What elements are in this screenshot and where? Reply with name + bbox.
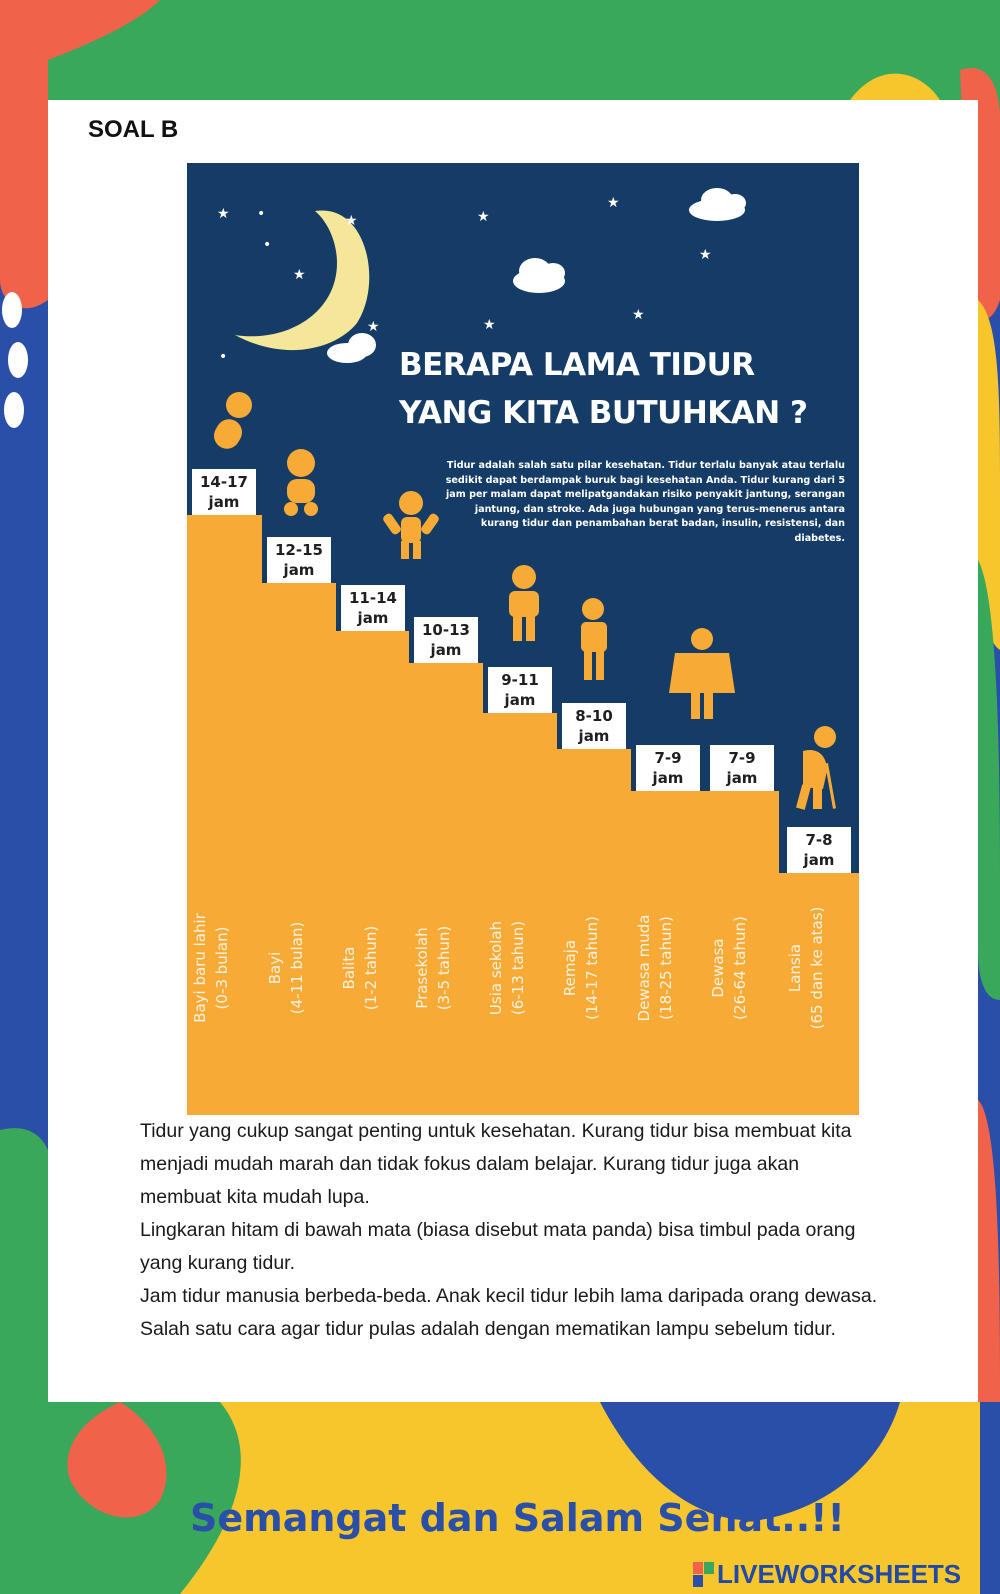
group-age: (14-17 tahun) [583,916,601,1020]
elderly-icon [796,726,836,810]
group-name: Prasekolah [413,927,431,1009]
body-line: menjadi mudah marah dan tidak fokus dalam belajar. Kurang tidur juga akan [140,1153,800,1175]
svg-text:★: ★ [607,195,620,211]
title-line-1: BERAPA LAMA TIDUR [399,347,755,383]
infographic-title [399,341,859,437]
group-name: Bayi [266,951,284,985]
svg-text:★: ★ [477,209,490,225]
group-age: (4-11 bulan) [288,921,306,1015]
hours-unit: jam [430,641,462,659]
hours-label-1 [192,469,256,515]
age-group-5 [485,888,555,1048]
age-group-7 [633,888,703,1048]
group-age: (18-25 tahun) [657,916,675,1020]
hours-value: 8-10 [575,707,613,725]
baby-newborn-icon [209,392,252,453]
toddler-icon [382,491,441,559]
svg-text:★: ★ [345,213,358,229]
hours-label-5 [488,667,552,713]
body-line: Jam tidur manusia berbeda-beda. Anak kecil tidur lebih lama daripada orang dewasa. [140,1285,878,1307]
section-title: SOAL B [88,116,179,143]
svg-text:★: ★ [699,247,712,263]
hours-value: 10-13 [422,621,470,639]
hours-unit: jam [652,769,684,787]
svg-text:•: • [219,349,228,365]
hours-value: 7-9 [654,749,682,767]
liveworksheets-logo[interactable] [693,1558,993,1590]
group-age: (1-2 tahun) [362,925,380,1011]
hours-unit: jam [357,609,389,627]
hours-label-4 [414,617,478,663]
hours-label-7 [636,745,700,791]
svg-text:★: ★ [293,267,306,283]
group-age: (0-3 bulan) [213,926,231,1010]
sleep-infographic [187,163,859,1115]
teen-icon [581,598,607,680]
age-group-3 [338,888,408,1048]
hours-value: 12-15 [275,541,323,559]
group-name: Lansia [786,943,804,993]
hours-value: 14-17 [200,473,248,491]
age-group-9 [784,888,854,1048]
logo-icon [693,1562,714,1587]
hours-value: 9-11 [501,671,539,689]
hours-label-8 [710,745,774,791]
age-group-4 [411,888,481,1048]
hours-label-3 [341,585,405,631]
hours-value: 11-14 [349,589,397,607]
svg-text:•: • [257,206,266,222]
group-name: Usia sekolah [487,920,505,1016]
title-line-2: YANG KITA BUTUHKAN ? [399,395,808,431]
body-line: Tidur yang cukup sangat penting untuk kesehatan. Kurang tidur bisa membuat kita [140,1120,852,1142]
svg-text:★: ★ [367,319,380,335]
group-name: Dewasa muda [635,914,653,1022]
hours-label-6 [562,703,626,749]
age-group-1 [189,888,259,1048]
hours-unit: jam [283,561,315,579]
hours-label-2 [267,537,331,583]
group-age: (26-64 tahun) [731,916,749,1020]
body-line: Salah satu cara agar tidur pulas adalah dengan mematikan lampu sebelum tidur. [140,1318,836,1340]
group-age: (3-5 tahun) [435,925,453,1011]
svg-text:•: • [263,237,272,253]
worksheet-card [48,100,978,1402]
hours-value: 7-8 [805,831,833,849]
svg-text:★: ★ [483,317,496,333]
hours-unit: jam [578,727,610,745]
infographic-description: Tidur adalah salah satu pilar kesehatan. Tidur terlalu banyak atau terlalu sedikit dapat berdampak buruk bagi kesehatan Anda. Tidur kurang dari 5 jam per malam dapat melipatgandakan risiko penyakit jantung, serangan jantung, dan stroke. Ada juga hubungan yang terus-menerus antara kurang tidur dan penambahan berat badan, insulin, resistensi, dan diabetes. [445,460,845,544]
baby-icon [284,449,318,516]
hours-value: 7-9 [728,749,756,767]
group-age: (65 dan ke atas) [808,906,826,1030]
hours-unit: jam [208,493,240,511]
child-icon [509,565,539,641]
age-group-6 [559,888,629,1048]
footer-greeting: Semangat dan Salam Sehat..!! [190,1496,845,1540]
body-line: membuat kita mudah lupa. [140,1186,370,1208]
age-group-2 [264,888,334,1048]
body-line: Lingkaran hitam di bawah mata (biasa disebut mata panda) bisa timbul pada orang [140,1219,856,1241]
body-text [140,1115,970,1346]
age-group-8 [707,888,777,1048]
hours-label-9 [787,827,851,873]
group-name: Balita [340,946,358,990]
hours-unit: jam [504,691,536,709]
young-adult-icon [669,628,735,719]
hours-unit: jam [726,769,758,787]
group-name: Dewasa [709,938,727,998]
svg-text:★: ★ [632,307,645,323]
logo-text: LIVEWORKSHEETS [717,1558,962,1589]
svg-text:★: ★ [217,206,230,222]
body-line: yang kurang tidur. [140,1252,296,1274]
group-name: Bayi baru lahir [191,913,209,1023]
group-name: Remaja [561,939,579,997]
hours-unit: jam [803,851,835,869]
group-age: (6-13 tahun) [509,920,527,1016]
cloud-icon [327,188,746,363]
